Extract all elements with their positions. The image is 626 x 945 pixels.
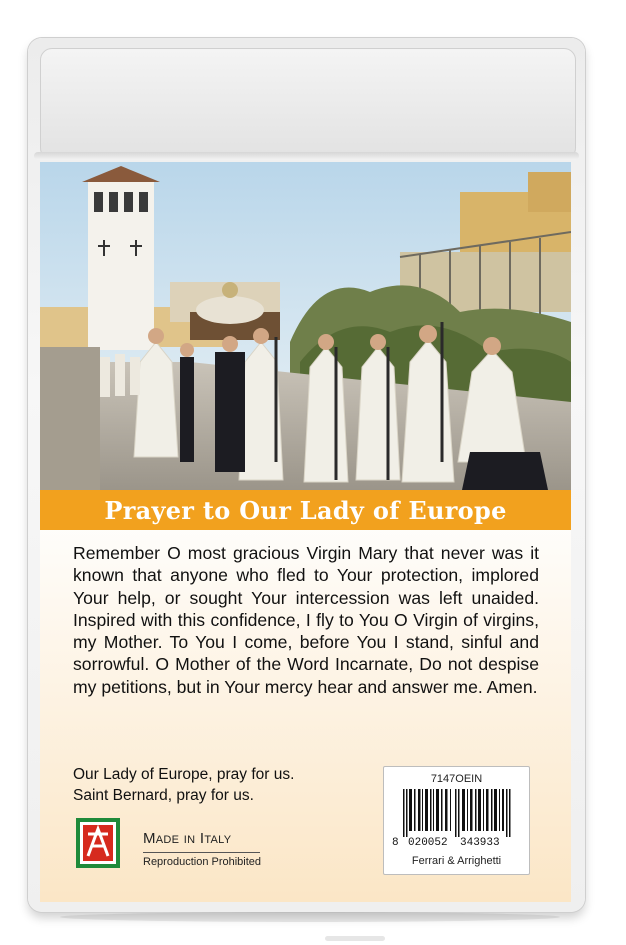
hang-tab: [40, 48, 576, 160]
prayer-card: [40, 162, 571, 902]
title-band: [40, 490, 571, 530]
barcode-icon: [395, 789, 518, 837]
prayer-text: Remember O most gracious Virgin Mary that never was it known that anyone who fled to Your protection, implored Your help, or sought Your intercession was left unaided. Inspired with this confidence, I fly to You O Virgin of virgins, my Mother. To You I come, before You I stand, sinful and sorrowful. O Mother of the Word Incarnate, Do not despise my petitions, but in Your mercy hear and answer me. Amen.: [73, 543, 539, 697]
invocation-line: Saint Bernard, pray for us.: [73, 787, 254, 804]
publisher-logo: [76, 818, 120, 868]
divider: [143, 852, 260, 853]
invocation-line: Our Lady of Europe, pray for us.: [73, 766, 295, 783]
barcode-digit: 343933: [460, 837, 500, 849]
product-code: 7147OEIN: [430, 773, 483, 785]
barcode-label: [383, 766, 530, 875]
barcode-digit: 8: [392, 837, 399, 849]
procession-photo: [40, 162, 571, 490]
package-nub: [325, 936, 385, 941]
prayer-title: Prayer to Our Lady of Europe: [104, 495, 507, 525]
seal-line: [34, 152, 579, 160]
barcode-digit: 020052: [408, 837, 448, 849]
reproduction-notice: Reproduction Prohibited: [143, 856, 262, 868]
invocations: [73, 764, 294, 806]
manufacturer-name: Ferrari & Arrighetti: [411, 855, 502, 867]
package-shadow: [60, 912, 560, 922]
made-in-italy: Made in Italy: [143, 830, 232, 847]
